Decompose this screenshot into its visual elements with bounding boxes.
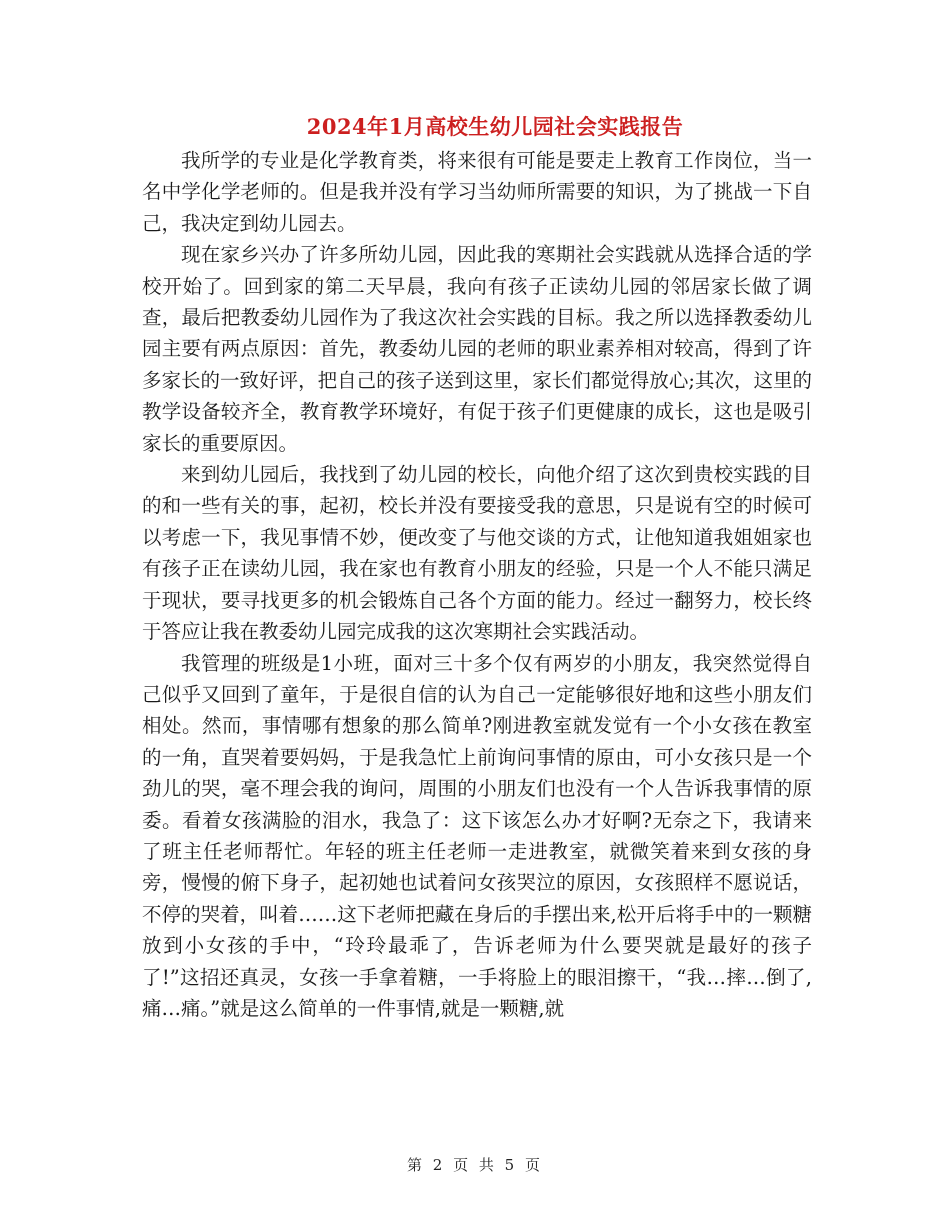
document-body	[142, 145, 812, 1024]
paragraph: 来到幼儿园后，我找到了幼儿园的校长，向他介绍了这次到贵校实践的目的和一些有关的事，起初，校长并没有要接受我的意思，只是说有空的时候可以考虑一下，我见事情不妙，便改变了与他交谈的方式，让他知道我姐姐家也有孩子正在读幼儿园，我在家也有教育小朋友的经验，只是一个人不能只满足于现状，要寻找更多的机会锻炼自己各个方面的能力。经过一翻努力，校长终于答应让我在教委幼儿园完成我的这次寒期社会实践活动。	[142, 463, 812, 644]
paragraph: 我管理的班级是1小班，面对三十多个仅有两岁的小朋友，我突然觉得自己似乎又回到了童年，于是很自信的认为自己一定能够很好地和这些小朋友们相处。然而，事情哪有想象的那么简单?刚进教室就发觉有一个小女孩在教室的一角，直哭着要妈妈，于是我急忙上前询问事情的原由，可小女孩只是一个劲儿的哭，毫不理会我的询问，周围的小朋友们也没有一个人告诉我事情的原委。看着女孩满脸的泪水，我急了：这下该怎么办才好啊?无奈之下，我请来了班主任老师帮忙。年轻的班主任老师一走进教室，就微笑着来到女孩的身旁，慢慢的俯下身子，起初她也试着问女孩哭泣的原因，女孩照样不愿说话，不停的哭着，叫着……这下老师把藏在身后的手摆出来,松开后将手中的一颗糖放到小女孩的手中，“玲玲最乖了，告诉老师为什么要哭就是最好的孩子了!”这招还真灵，女孩一手拿着糖，一手将脸上的眼泪擦干，“我…摔…倒了,痛…痛。”就是这么简单的一件事情,就是一颗糖,就	[142, 651, 812, 1020]
document-title: 2024年1月高校生幼儿园社会实践报告	[306, 114, 684, 139]
paragraph: 现在家乡兴办了许多所幼儿园，因此我的寒期社会实践就从选择合适的学校开始了。回到家的第二天早晨，我向有孩子正读幼儿园的邻居家长做了调查，最后把教委幼儿园作为了我这次社会实践的目标。我之所以选择教委幼儿园主要有两点原因：首先，教委幼儿园的老师的职业素养相对较高，得到了许多家长的一致好评，把自己的孩子送到这里，家长们都觉得放心;其次，这里的教学设备较齐全，教育教学环境好，有促于孩子们更健康的成长，这也是吸引家长的重要原因。	[142, 243, 812, 455]
paragraph: 我所学的专业是化学教育类，将来很有可能是要走上教育工作岗位，当一名中学化学老师的。但是我并没有学习当幼师所需要的知识，为了挑战一下自己，我决定到幼儿园去。	[142, 149, 812, 235]
page-number-footer: 第 2 页 共 5 页	[407, 1156, 543, 1174]
